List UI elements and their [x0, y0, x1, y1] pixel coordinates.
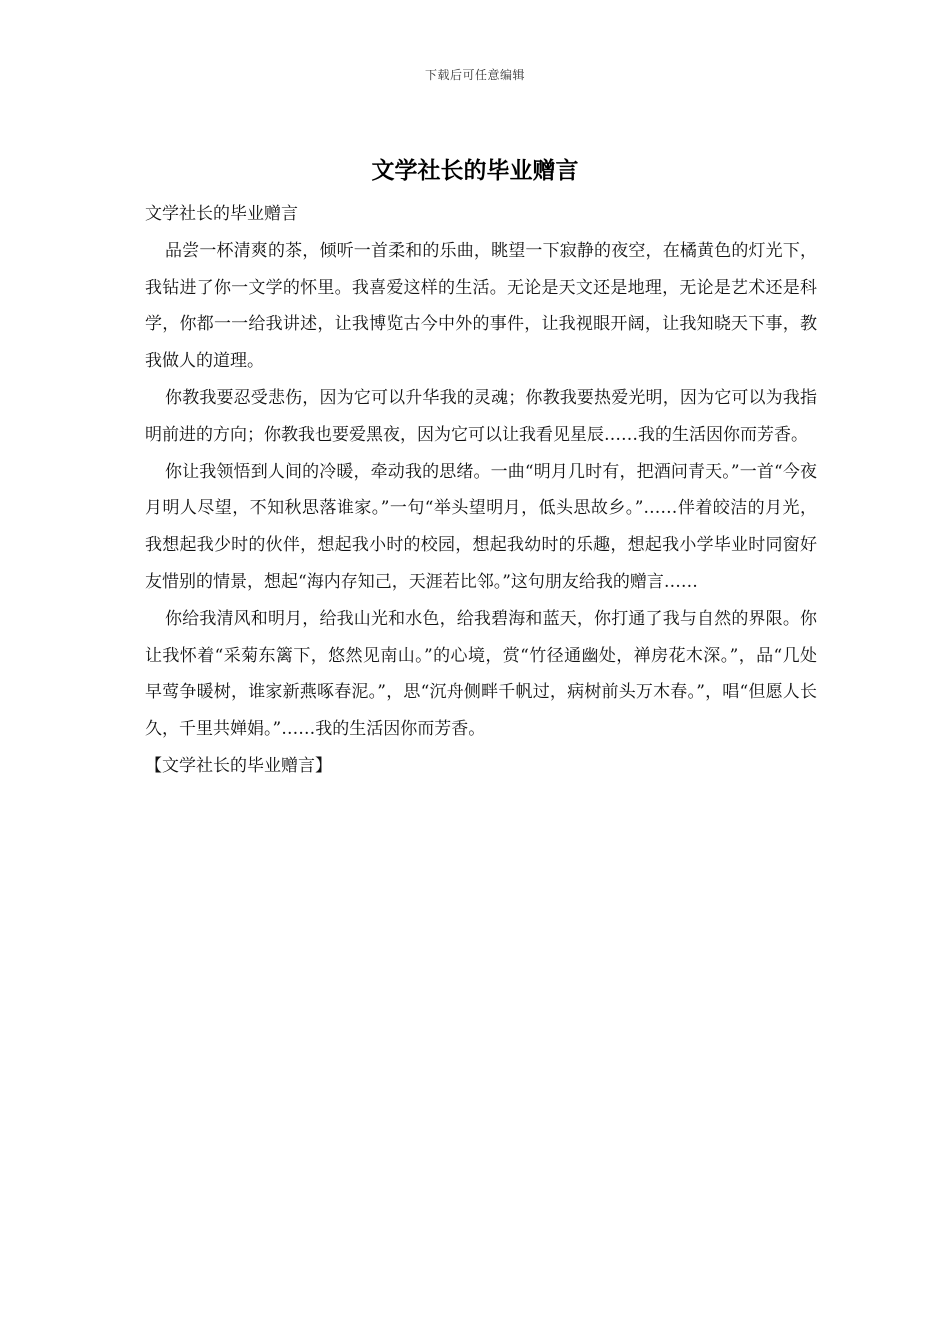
- paragraph-3: 你让我领悟到人间的冷暖，牵动我的思绪。一曲“明月几时有，把酒问青天。”一首“今夜月明人尽望，不知秋思落谁家。”一句“举头望明月，低头思故乡。”……伴着皎洁的月光，我想起我少时的伙伴，想起我小时的校园，想起我幼时的乐趣，想起我小学毕业时同窗好友惜别的情景，想起“海内存知己，天涯若比邻。”这句朋友给我的赠言……: [145, 461, 817, 592]
- header-note: 下载后可任意编辑: [424, 68, 525, 82]
- closing-line: 【文学社长的毕业赠言】: [145, 755, 332, 776]
- paragraph-4: 你给我清风和明月，给我山光和水色，给我碧海和蓝天，你打通了我与自然的界限。你让我怀着“采菊东篱下，悠然见南山。”的心境，赏“竹径通幽处，禅房花木深。”，品“几处早莺争暖树，谁家新燕啄春泥。”，思“沉舟侧畔千帆过，病树前头万木春。”，唱“但愿人长久，千里共婵娟。”……我的生活因你而芳香。: [145, 608, 817, 740]
- document-title: 文学社长的毕业赠言: [371, 157, 579, 184]
- paragraph-2: 你教我要忍受悲伤，因为它可以升华我的灵魂；你教我要热爱光明，因为它可以为我指明前进的方向；你教我也要爱黑夜，因为它可以让我看见星辰……我的生活因你而芳香。: [145, 387, 817, 445]
- paragraph-1: 品尝一杯清爽的茶，倾听一首柔和的乐曲，眺望一下寂静的夜空，在橘黄色的灯光下，我钻进了你一文学的怀里。我喜爱这样的生活。无论是天文还是地理，无论是艺术还是科学，你都一一给我讲述，让我博览古今中外的事件，让我视眼开阔，让我知晓天下事，教我做人的道理。: [145, 240, 817, 372]
- subtitle-line: 文学社长的毕业赠言: [145, 204, 298, 224]
- document-body: [145, 196, 817, 785]
